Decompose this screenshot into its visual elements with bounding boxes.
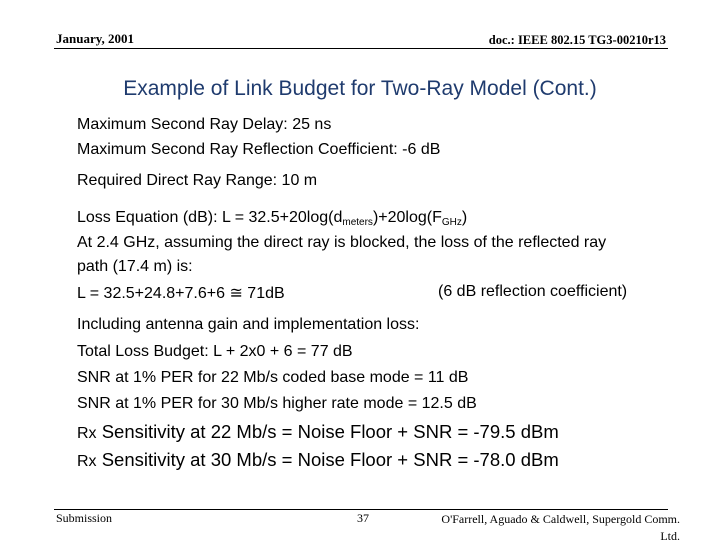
loss-eq-suffix: ) (461, 209, 468, 226)
reflected-line-2: path (17.4 m) is: (77, 258, 193, 275)
loss-equation (77, 209, 467, 228)
param-reflection: Maximum Second Ray Reflection Coefficient: -6 dB (77, 141, 441, 158)
loss-eq-prefix: Loss Equation (dB): L = 32.5+20log(d (77, 209, 343, 226)
footer-authors-line-2: Ltd. (660, 529, 680, 543)
budget-snr-30: SNR at 1% PER for 30 Mb/s higher rate mode = 12.5 dB (77, 395, 477, 412)
reflected-line-1: At 2.4 GHz, assuming the direct ray is blocked, the loss of the reflected ray (77, 234, 607, 251)
footer-authors-line-1: O'Farrell, Aguado & Caldwell, Supergold Comm. (441, 512, 680, 526)
loss-eq-middle: )+20log(F (372, 209, 442, 226)
param-delay: Maximum Second Ray Delay: 25 ns (77, 116, 332, 133)
footer-divider (54, 509, 668, 510)
header-date: January, 2001 (56, 31, 135, 46)
reflected-note: (6 dB reflection coefficient) (438, 283, 628, 300)
rx-label: Rx (77, 453, 97, 470)
param-range: Required Direct Ray Range: 10 m (77, 172, 318, 189)
rx-label: Rx (77, 425, 97, 442)
footer-submission: Submission (56, 511, 113, 525)
sensitivity-30-text: Sensitivity at 30 Mb/s = Noise Floor + SNR = -78.0 dBm (96, 449, 559, 470)
slide-title: Example of Link Budget for Two-Ray Model (Cont.) (123, 77, 597, 100)
budget-snr-22: SNR at 1% PER for 22 Mb/s coded base mode = 11 dB (77, 369, 469, 386)
loss-eq-sub-ghz: GHz (441, 217, 462, 228)
header-divider (54, 48, 668, 49)
sensitivity-30 (77, 449, 559, 471)
header-doc-id: doc.: IEEE 802.15 TG3-00210r13 (488, 33, 666, 47)
sensitivity-22 (77, 421, 559, 443)
sensitivity-22-text: Sensitivity at 22 Mb/s = Noise Floor + SNR = -79.5 dBm (96, 421, 559, 442)
footer-page-number: 37 (357, 511, 369, 525)
budget-intro: Including antenna gain and implementation loss: (77, 316, 420, 333)
loss-eq-sub-meters: meters (342, 217, 373, 228)
reflected-calc: L = 32.5+24.8+7.6+6 ≅ 71dB (77, 285, 285, 302)
budget-total: Total Loss Budget: L + 2x0 + 6 = 77 dB (77, 343, 353, 360)
